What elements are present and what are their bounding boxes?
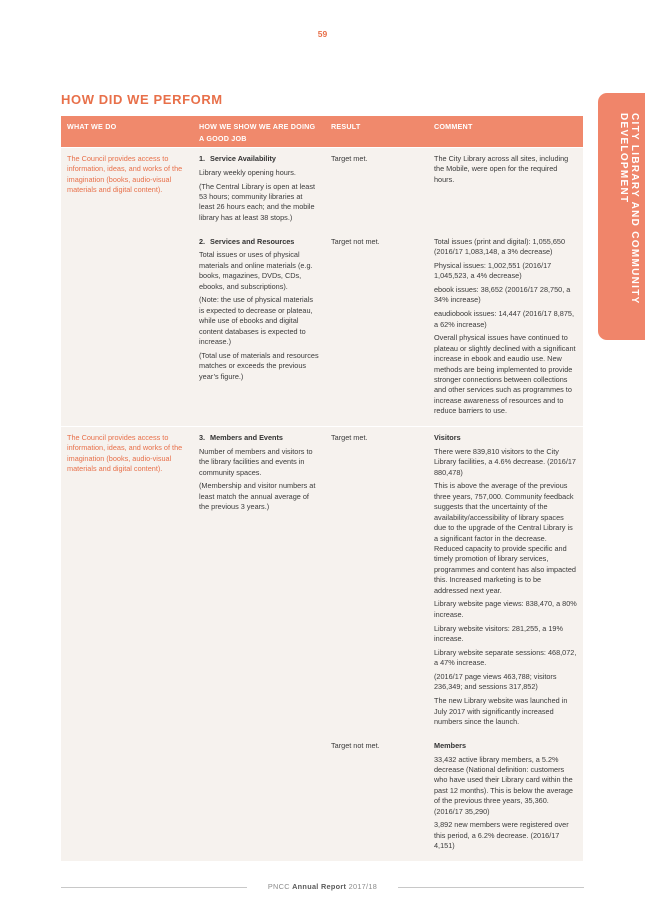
result-cell: Target not met.: [325, 227, 428, 427]
section-side-tab: [598, 93, 645, 340]
comment-title: Visitors: [434, 433, 461, 443]
header-what-we-do: WHAT WE DO: [61, 116, 193, 148]
comment-text: Total issues (print and digital): 1,055,650 (2016/17 1,083,148, a 3% decrease): [434, 236, 566, 257]
result-cell: Target met.: [325, 427, 428, 731]
comment-text: This is above the average of the previous three years, 757,000. Community feedback suggests that the uncertainty of the availability/accessibility of library spaces due to the upgrade of the Central Library is a significant factor in the decrease. Reduced capacity to provide specific and timely promotion of library services, programmes and content has also impacted this. Increased marketing is to be addressed next year.: [434, 481, 576, 595]
what-we-do-cell: The Council provides access to information, ideas, and works of the imagination (books, audio-visual materials and digital content).: [61, 427, 193, 861]
performance-table: [61, 116, 583, 861]
header-comment: COMMENT: [428, 116, 583, 148]
footer-org: PNCC: [267, 882, 290, 891]
measure-cell: [193, 148, 325, 227]
page-number: 59: [317, 29, 328, 39]
comment-text: 33,432 active library members, a 5.2% decrease (National definition: customers who have used their Library card within the past 12 months). This is below the average of the previous three years, 35,360. (2016/17 35,290): [434, 754, 573, 816]
comment-text: ebook issues: 38,652 (20016/17 28,750, a 34% increase): [434, 285, 571, 305]
footer-report: Annual Report: [292, 882, 347, 891]
header-how-we-show: HOW WE SHOW WE ARE DOING A GOOD JOB: [193, 116, 325, 148]
measure-text: Number of members and visitors to the library facilities and events in community spaces.: [199, 446, 313, 477]
comment-text: Overall physical issues have continued to plateau or slightly declined with a significant increase in ebook and eaudio use. New methods are being implemented to provide stronger connections between collections and other services such as programmes to increase awareness of resources and to reduce barriers to use.: [434, 333, 576, 416]
comment-text: The City Library across all sites, including the Mobile, were open for the required hours.: [434, 154, 569, 184]
table-header-row: [61, 116, 583, 148]
comment-text: 3,892 new members were registered over this period, a 6.2% decrease. (2016/17 4,151): [434, 820, 569, 851]
measure-text: Total issues or uses of physical materials and online materials (e.g. books, magazines, DVDs, CDs, ebooks, and subscriptions).: [199, 250, 313, 291]
table-row: [61, 148, 583, 227]
side-tab-label: CITY LIBRARY AND COMMUNITY DEVELOPMENT: [618, 113, 640, 305]
result-cell: Target met.: [325, 148, 428, 227]
footer-year: 2017/18: [348, 882, 378, 891]
comment-cell: [428, 148, 583, 227]
comment-text: Library website visitors: 281,255, a 19% increase.: [434, 623, 563, 643]
measure-text: (The Central Library is open at least 53 hours; community libraries at least 26 hours each; and the mobile library has at least 38 stops.): [199, 181, 315, 222]
comment-title: Members: [434, 740, 467, 750]
measure-title: 3. Members and Events: [199, 433, 283, 443]
comment-text: Physical issues: 1,002,551 (2016/17 1,045,523, a 4% decrease): [434, 260, 552, 281]
comment-cell: [428, 731, 583, 861]
header-result: RESULT: [325, 116, 428, 148]
comment-text: Library website separate sessions: 468,072, a 47% increase.: [434, 647, 577, 668]
measure-cell: [193, 227, 325, 427]
measure-cell: [193, 427, 325, 731]
what-we-do-cell: The Council provides access to information, ideas, and works of the imagination (books, audio-visual materials and digital content).: [61, 148, 193, 427]
comment-text: The new Library website was launched in July 2017 with significantly increased numbers since the launch.: [434, 696, 568, 726]
comment-text: eaudiobook issues: 14,447 (2016/17 8,875, a 62% increase): [434, 309, 574, 329]
result-cell: Target not met.: [325, 731, 428, 861]
table-row: [61, 427, 583, 731]
measure-text: Library weekly opening hours.: [199, 167, 296, 177]
footer: [0, 882, 645, 891]
comment-cell: [428, 227, 583, 427]
comment-cell: [428, 427, 583, 731]
measure-text: (Note: the use of physical materials is expected to decrease or plateau, while use of ebooks and digital content databases is expected to increase.): [199, 295, 313, 347]
comment-text: There were 839,810 visitors to the City Library facilities, a 4.6% decrease. (2016/17 880,478): [434, 446, 576, 477]
measure-text: (Total use of materials and resources matches or exceeds the previous year’s figure.): [199, 350, 319, 381]
section-title: HOW DID WE PERFORM: [61, 92, 223, 107]
measure-cell: [193, 731, 325, 861]
measure-title: 1. Service Availability: [199, 154, 276, 163]
measure-title: 2. Services and Resources: [199, 236, 295, 246]
comment-text: Library website page views: 838,470, a 80% increase.: [434, 599, 577, 619]
measure-text: (Membership and visitor numbers at least match the annual average of the previous 3 years.): [199, 481, 316, 512]
comment-text: (2016/17 page views 463,788; visitors 236,349; and sessions 317,852): [434, 671, 557, 692]
